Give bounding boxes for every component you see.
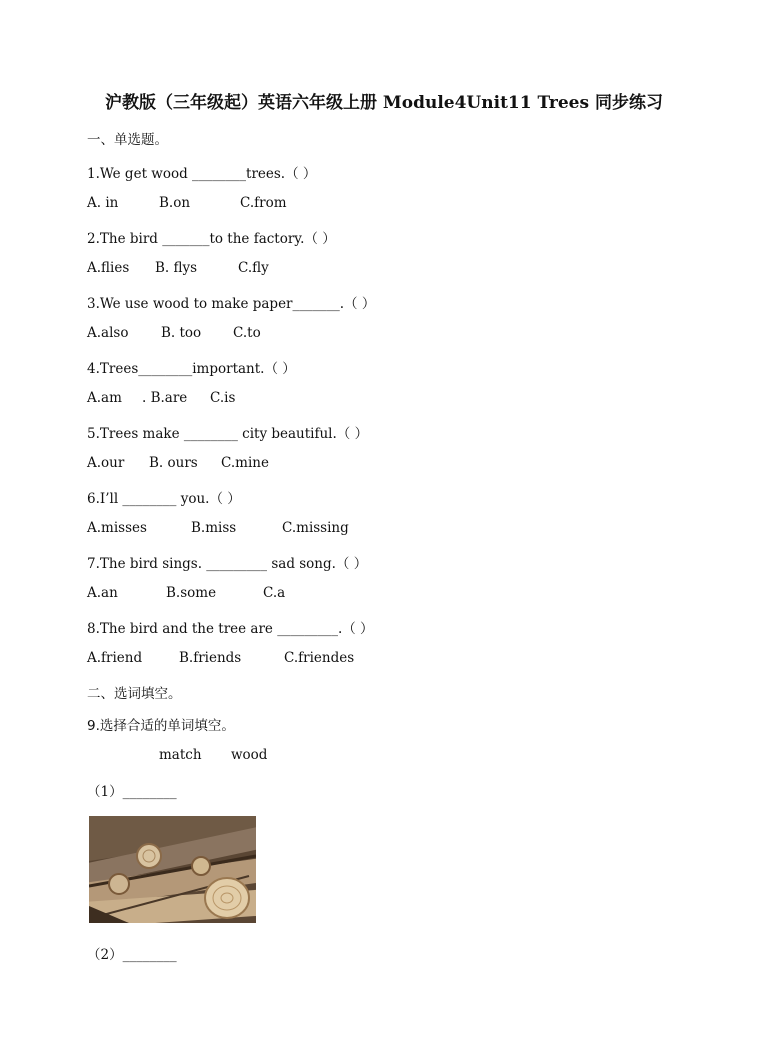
q5-option-a: A.our — [87, 455, 125, 471]
q3-option-b: B. too — [161, 325, 202, 341]
question-1: 1.We get wood ________trees.（ ） — [87, 166, 317, 182]
worksheet-title: 沪教版（三年级起）英语六年级上册 Module4Unit11 Trees 同步练习 — [105, 93, 663, 113]
q8-option-c: C.friendes — [284, 650, 355, 666]
q3-option-a: A.also — [87, 325, 129, 341]
question-9: 9.选择合适的单词填空。 — [87, 718, 235, 734]
question-2: 2.The bird _______to the factory.（ ） — [87, 231, 336, 247]
q4-option-a: A.am — [87, 390, 122, 406]
question-4: 4.Trees________important.（ ） — [87, 361, 296, 377]
blank-2: （2）________ — [87, 947, 177, 963]
q1-option-c: C.from — [240, 195, 287, 211]
question-8: 8.The bird and the tree are _________.（ ） — [87, 621, 374, 637]
question-5: 5.Trees make ________ city beautiful.（ ） — [87, 426, 369, 442]
question-6: 6.I’ll ________ you.（ ） — [87, 491, 241, 507]
q2-option-a: A.flies — [87, 260, 130, 276]
q2-option-b: B. flys — [155, 260, 198, 276]
stacked-logs-photo — [89, 816, 256, 923]
q8-option-a: A.friend — [87, 650, 143, 666]
q6-option-b: B.miss — [191, 520, 237, 536]
q4-option-b: . B.are — [142, 390, 188, 406]
q6-option-c: C.missing — [282, 520, 349, 536]
q5-option-c: C.mine — [221, 455, 269, 471]
q7-option-b: B.some — [166, 585, 217, 601]
q7-option-a: A.an — [87, 585, 118, 601]
section-heading-word-choice: 二、选词填空。 — [87, 686, 182, 702]
q5-option-b: B. ours — [149, 455, 198, 471]
q4-option-c: C.is — [210, 390, 236, 406]
section-heading-single-choice: 一、单选题。 — [87, 132, 168, 148]
word-bank-wood: wood — [231, 747, 268, 763]
q8-option-b: B.friends — [179, 650, 242, 666]
q1-option-a: A. in — [87, 195, 119, 211]
q7-option-c: C.a — [263, 585, 286, 601]
question-3: 3.We use wood to make paper_______.（ ） — [87, 296, 376, 312]
q3-option-c: C.to — [233, 325, 261, 341]
blank-1: （1）________ — [87, 784, 177, 800]
q6-option-a: A.misses — [87, 520, 147, 536]
question-7: 7.The bird sings. _________ sad song.（ ） — [87, 556, 368, 572]
q2-option-c: C.fly — [238, 260, 269, 276]
word-bank-match: match — [159, 747, 202, 763]
q1-option-b: B.on — [159, 195, 191, 211]
